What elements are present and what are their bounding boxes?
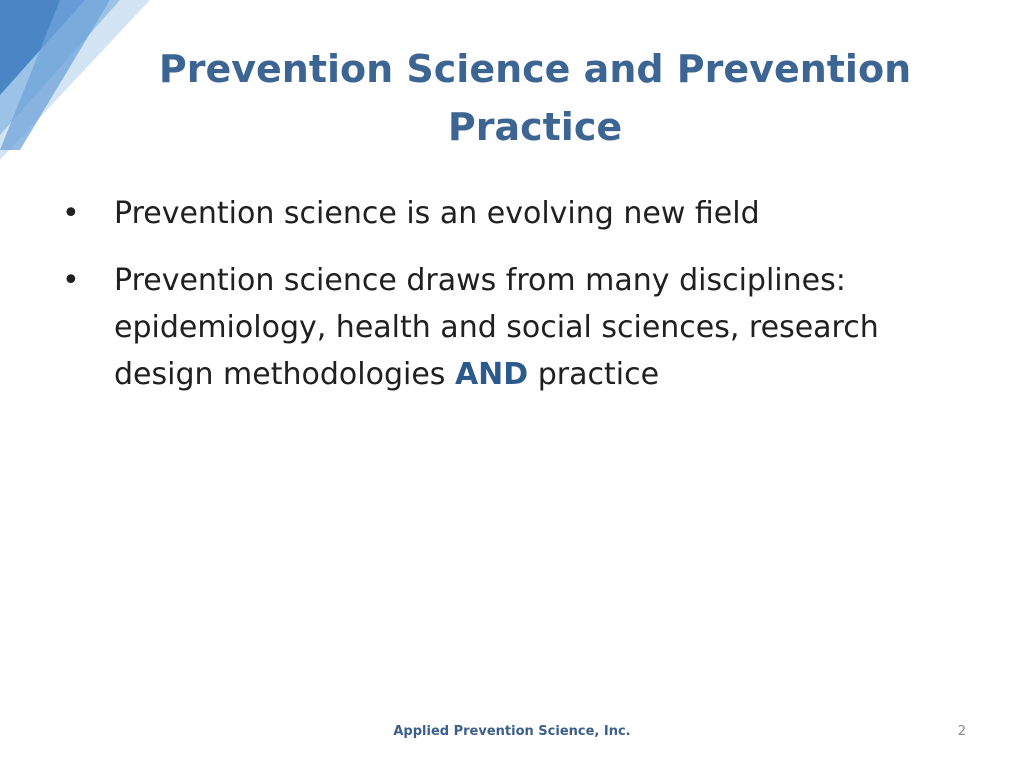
bullet-dot-icon: • [62,263,80,298]
bullet-item [60,190,950,237]
slide-title: Prevention Science and Prevention Practice [158,47,912,149]
bullet-text-before: Prevention science draws from many disciplines: epidemiology, health and social sciences, research design methodologies [114,263,879,392]
footer-organization: Applied Prevention Science, Inc. [393,724,631,739]
slide-number: 2 [957,724,966,739]
bullet-emphasis: AND [454,357,529,392]
bullet-dot-icon: • [62,196,80,231]
bullet-item [60,257,950,398]
bullet-text: Prevention science is an evolving new field [114,196,760,231]
bullet-list [60,190,950,418]
bullet-text-after: practice [528,357,660,392]
